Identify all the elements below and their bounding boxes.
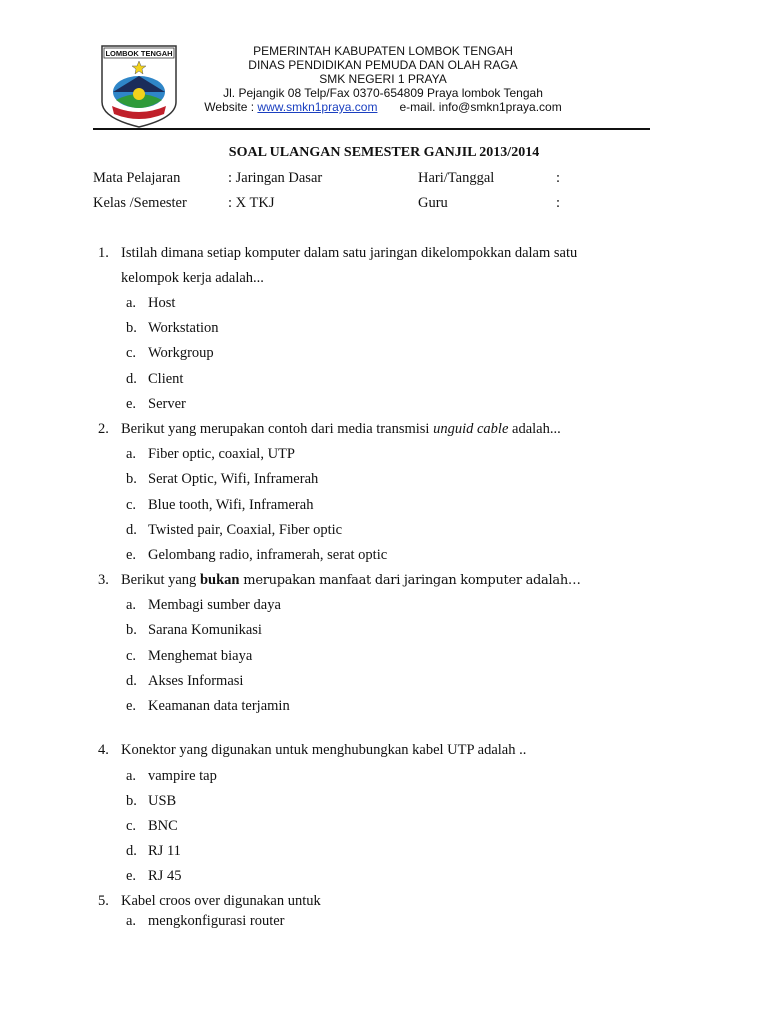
option-letter: c. — [126, 345, 137, 361]
option-text: Workgroup — [148, 345, 214, 361]
option-text: Gelombang radio, inframerah, serat optic — [148, 547, 388, 563]
question-text-italic: unguid cable — [433, 421, 509, 437]
option-text: Client — [148, 371, 184, 387]
question-number: 1. — [98, 245, 109, 261]
option-letter: c. — [126, 497, 137, 513]
website-label: Website : — [204, 100, 258, 114]
option-letter: a. — [126, 768, 137, 784]
option-letter: b. — [126, 793, 137, 809]
option-letter: a. — [126, 295, 137, 311]
question-text: Kabel croos over digunakan untuk — [121, 893, 321, 909]
option-letter: c. — [126, 818, 137, 834]
option-letter: d. — [126, 673, 137, 689]
option-letter: a. — [126, 913, 137, 929]
question-text-part: adalah... — [508, 421, 561, 437]
option-letter: d. — [126, 371, 137, 387]
subject-value: : Jaringan Dasar — [228, 170, 323, 186]
question-text-continued: kelompok kerja adalah... — [121, 270, 264, 286]
question-text: Istilah dimana setiap komputer dalam satu jaringan dikelompokkan dalam satu — [121, 245, 578, 261]
option-letter: a. — [126, 597, 137, 613]
option-text: Twisted pair, Coaxial, Fiber optic — [148, 522, 343, 538]
option-letter: e. — [126, 868, 137, 884]
letterhead-line-1: PEMERINTAH KABUPATEN LOMBOK TENGAH — [253, 44, 513, 58]
option-text: Membagi sumber daya — [148, 597, 281, 613]
class-value: : X TKJ — [228, 195, 275, 211]
letterhead-line-3: SMK NEGERI 1 PRAYA — [319, 72, 447, 86]
option-text: vampire tap — [148, 768, 217, 784]
question-number: 3. — [98, 572, 109, 588]
option-letter: b. — [126, 320, 137, 336]
letterhead-address: Jl. Pejangik 08 Telp/Fax 0370-654809 Praya lombok Tengah — [223, 86, 543, 100]
option-text: Workstation — [148, 320, 219, 336]
option-text: Sarana Komunikasi — [148, 622, 262, 638]
option-text: mengkonfigurasi router — [148, 913, 285, 929]
option-letter: d. — [126, 522, 137, 538]
option-letter: d. — [126, 843, 137, 859]
option-letter: b. — [126, 471, 137, 487]
svg-text:LOMBOK TENGAH: LOMBOK TENGAH — [105, 49, 173, 58]
option-text: Fiber optic, coaxial, UTP — [148, 446, 295, 462]
exam-title: SOAL ULANGAN SEMESTER GANJIL 2013/2014 — [228, 145, 540, 160]
option-text: Serat Optic, Wifi, Inframerah — [148, 471, 319, 487]
question-number: 5. — [98, 893, 109, 909]
question-number: 4. — [98, 742, 109, 758]
option-text: Blue tooth, Wifi, Inframerah — [148, 497, 314, 513]
option-text: Menghemat biaya — [148, 648, 253, 664]
letterhead-line-2: DINAS PENDIDIKAN PEMUDA DAN OLAH RAGA — [248, 58, 518, 72]
email-text: e-mail. info@smkn1praya.com — [399, 100, 562, 114]
option-letter: c. — [126, 648, 137, 664]
class-label: Kelas /Semester — [93, 195, 187, 211]
question-text-bold: bukan — [199, 572, 240, 588]
subject-label: Mata Pelajaran — [93, 170, 181, 186]
question-number: 2. — [98, 421, 109, 437]
option-text: Keamanan data terjamin — [148, 698, 290, 714]
question-text-part: Berikut yang — [121, 572, 200, 588]
option-text: RJ 11 — [148, 843, 181, 859]
option-text: Host — [148, 295, 176, 311]
letterhead — [160, 44, 606, 114]
option-text: BNC — [148, 818, 178, 834]
day-value: : — [556, 170, 561, 186]
letterhead-contacts — [160, 100, 606, 114]
question-text-part: merupakan manfaat dari jaringan komputer adalah… — [239, 573, 581, 588]
teacher-value: : — [556, 195, 561, 211]
option-letter: e. — [126, 396, 137, 412]
option-letter: e. — [126, 698, 137, 714]
option-letter: b. — [126, 622, 137, 638]
question-text: Konektor yang digunakan untuk menghubungkan kabel UTP adalah .. — [121, 742, 527, 758]
day-label: Hari/Tanggal — [418, 170, 495, 186]
website-link[interactable]: www.smkn1praya.com — [257, 100, 378, 114]
option-text: USB — [148, 793, 177, 809]
teacher-label: Guru — [418, 195, 448, 211]
option-letter: a. — [126, 446, 137, 462]
option-text: Akses Informasi — [148, 673, 244, 689]
question-text — [121, 421, 561, 438]
option-text: Server — [148, 396, 186, 412]
option-text: RJ 45 — [148, 868, 182, 884]
question-text — [121, 572, 581, 589]
question-text-part: Berikut yang merupakan contoh dari media transmisi — [121, 421, 434, 437]
option-letter: e. — [126, 547, 137, 563]
header-divider — [93, 128, 650, 130]
